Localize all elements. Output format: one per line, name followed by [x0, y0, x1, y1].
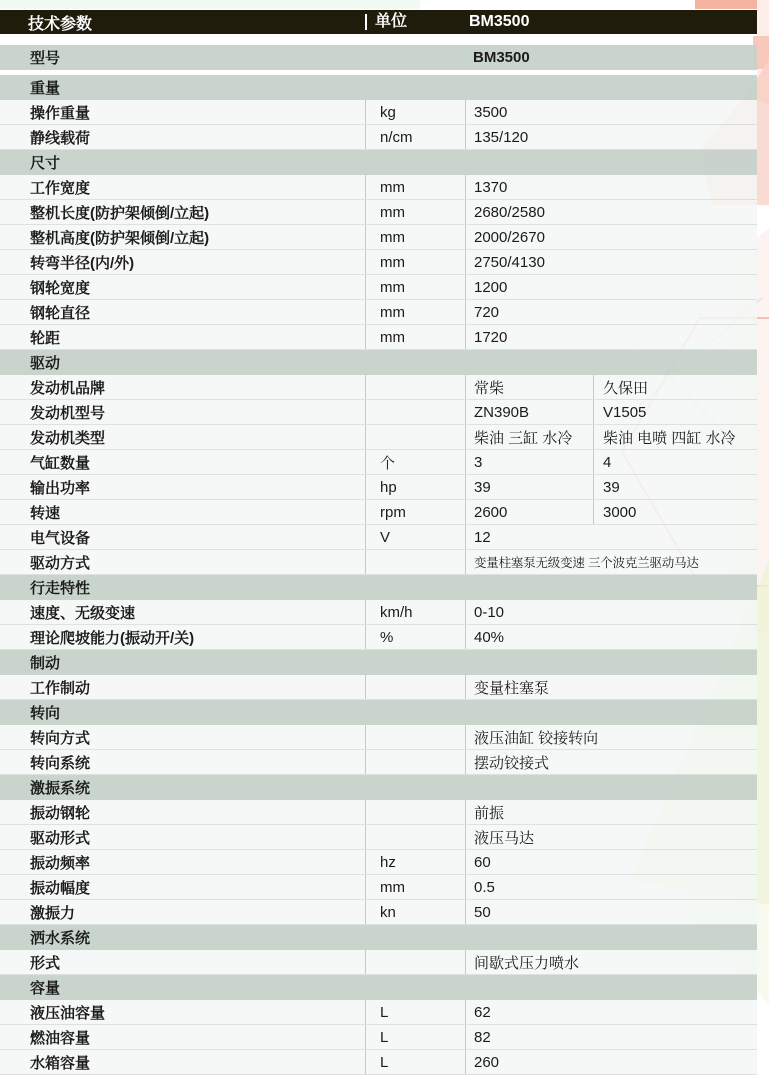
header-model-label: BM3500 — [469, 13, 530, 30]
table-row — [0, 400, 757, 425]
section-row — [0, 700, 757, 725]
table-row — [0, 425, 757, 450]
param-value: 50 — [465, 900, 757, 924]
param-value: BM3500 — [473, 49, 530, 66]
param-value: 12 — [465, 525, 757, 549]
param-label: 整机长度(防护架倾倒/立起) — [30, 204, 210, 222]
param-unit: mm — [365, 275, 465, 299]
param-label: 静线载荷 — [30, 129, 91, 147]
table-row — [0, 600, 757, 625]
section-row — [0, 925, 757, 950]
table-row — [0, 850, 757, 875]
param-unit — [365, 550, 465, 574]
table-row — [0, 250, 757, 275]
param-label: 电气设备 — [30, 529, 91, 547]
param-label: 整机高度(防护架倾倒/立起) — [30, 229, 210, 247]
param-value: 1200 — [465, 275, 757, 299]
param-unit: km/h — [365, 600, 465, 624]
param-value: 720 — [465, 300, 757, 324]
param-value: 3 — [465, 450, 593, 474]
table-row — [0, 875, 757, 900]
param-value-2: 柴油 电喷 四缸 水冷 — [593, 425, 757, 449]
param-label: 转弯半径(内/外) — [30, 254, 135, 272]
param-label: 振动钢轮 — [30, 804, 91, 822]
section-label: 容量 — [30, 980, 61, 997]
table-row — [0, 175, 757, 200]
section-label: 转向 — [30, 705, 61, 722]
param-value: 260 — [465, 1050, 757, 1074]
table-body — [0, 45, 757, 1075]
param-unit: L — [365, 1050, 465, 1074]
param-unit: n/cm — [365, 125, 465, 149]
param-label: 液压油容量 — [30, 1004, 106, 1022]
param-label: 激振力 — [30, 904, 76, 922]
table-row — [0, 275, 757, 300]
param-value: 常柴 — [465, 375, 593, 399]
param-value: 62 — [465, 1000, 757, 1024]
param-label: 发动机型号 — [30, 404, 106, 422]
section-label: 驱动 — [30, 355, 61, 372]
param-unit: V — [365, 525, 465, 549]
section-row — [0, 75, 757, 100]
table-row — [0, 550, 757, 575]
param-unit — [365, 825, 465, 849]
table-row — [0, 325, 757, 350]
table-row — [0, 475, 757, 500]
section-label: 激振系统 — [30, 780, 91, 797]
section-row — [0, 150, 757, 175]
table-row — [0, 725, 757, 750]
table-row — [0, 525, 757, 550]
param-value: 前振 — [465, 800, 757, 824]
table-row — [0, 1000, 757, 1025]
param-unit — [365, 400, 465, 424]
param-label: 驱动方式 — [30, 554, 91, 572]
param-value: 变量柱塞泵无级变速 三个波克兰驱动马达 — [465, 550, 757, 574]
param-label: 型号 — [30, 50, 61, 67]
section-label: 重量 — [30, 80, 61, 97]
param-value: 0-10 — [465, 600, 757, 624]
param-value: 40% — [465, 625, 757, 649]
param-value: 2000/2670 — [465, 225, 757, 249]
param-label: 振动幅度 — [30, 879, 91, 897]
table-row — [0, 300, 757, 325]
param-value-2: 4 — [593, 450, 757, 474]
param-unit — [365, 950, 465, 974]
param-unit: mm — [365, 325, 465, 349]
param-unit: mm — [365, 225, 465, 249]
param-value: 摆动铰接式 — [465, 750, 757, 774]
param-value: 1370 — [465, 175, 757, 199]
param-label: 钢轮直径 — [30, 304, 91, 322]
section-label: 尺寸 — [30, 155, 61, 172]
table-row — [0, 500, 757, 525]
table-row — [0, 200, 757, 225]
param-label: 发动机品牌 — [30, 379, 106, 397]
section-row — [0, 350, 757, 375]
header-title: 技术参数 — [28, 15, 93, 33]
section-label: 行走特性 — [30, 580, 91, 597]
param-label: 工作宽度 — [30, 179, 91, 197]
table-row — [0, 950, 757, 975]
param-label: 速度、无级变速 — [30, 604, 136, 622]
param-label: 轮距 — [30, 329, 61, 347]
param-value-2: V1505 — [593, 400, 757, 424]
table-row — [0, 100, 757, 125]
param-unit: hz — [365, 850, 465, 874]
param-value: 变量柱塞泵 — [465, 675, 757, 699]
param-value: 3500 — [465, 100, 757, 124]
param-unit: mm — [365, 175, 465, 199]
section-row — [0, 650, 757, 675]
param-value-2: 3000 — [593, 500, 757, 524]
param-label: 气缸数量 — [30, 454, 91, 472]
param-unit — [365, 675, 465, 699]
table-row — [0, 1025, 757, 1050]
param-label: 输出功率 — [30, 479, 91, 497]
param-unit: kn — [365, 900, 465, 924]
param-unit: mm — [365, 200, 465, 224]
param-label: 发动机类型 — [30, 429, 106, 447]
param-value: ZN390B — [465, 400, 593, 424]
param-unit — [365, 750, 465, 774]
section-label: 洒水系统 — [30, 930, 91, 947]
param-value: 2750/4130 — [465, 250, 757, 274]
section-label: 制动 — [30, 655, 61, 672]
param-value: 39 — [465, 475, 593, 499]
table-row — [0, 625, 757, 650]
param-value: 2680/2580 — [465, 200, 757, 224]
table-row — [0, 675, 757, 700]
table-row — [0, 900, 757, 925]
param-unit — [365, 425, 465, 449]
table-row — [0, 225, 757, 250]
param-unit — [365, 725, 465, 749]
param-value: 135/120 — [465, 125, 757, 149]
param-unit: rpm — [365, 500, 465, 524]
param-value: 60 — [465, 850, 757, 874]
param-unit: hp — [365, 475, 465, 499]
param-unit — [365, 800, 465, 824]
table-row — [0, 750, 757, 775]
param-value: 柴油 三缸 水冷 — [465, 425, 593, 449]
param-value: 液压马达 — [465, 825, 757, 849]
param-value: 间歇式压力喷水 — [465, 950, 757, 974]
param-label: 振动频率 — [30, 854, 91, 872]
param-label: 钢轮宽度 — [30, 279, 91, 297]
unit-spacer — [365, 45, 465, 70]
param-value-2: 39 — [593, 475, 757, 499]
param-value: 82 — [465, 1025, 757, 1049]
table-row — [0, 125, 757, 150]
param-value-2: 久保田 — [593, 375, 757, 399]
section-row — [0, 975, 757, 1000]
param-label: 转向系统 — [30, 754, 91, 772]
header-unit-label: 单位 — [365, 14, 465, 30]
param-value: 1720 — [465, 325, 757, 349]
table-row — [0, 375, 757, 400]
param-unit: 个 — [365, 450, 465, 474]
param-unit: kg — [365, 100, 465, 124]
param-label: 燃油容量 — [30, 1029, 91, 1047]
section-row — [0, 575, 757, 600]
param-unit: L — [365, 1025, 465, 1049]
param-unit — [365, 375, 465, 399]
param-label: 驱动形式 — [30, 829, 91, 847]
param-unit: L — [365, 1000, 465, 1024]
param-label: 转向方式 — [30, 729, 91, 747]
param-value: 2600 — [465, 500, 593, 524]
param-label: 水箱容量 — [30, 1054, 91, 1072]
table-row — [0, 1050, 757, 1075]
param-label: 转速 — [30, 504, 61, 522]
param-label: 理论爬坡能力(振动开/关) — [30, 629, 195, 647]
table-header — [0, 10, 757, 34]
param-unit: mm — [365, 250, 465, 274]
table-row — [0, 450, 757, 475]
param-unit: % — [365, 625, 465, 649]
param-unit: mm — [365, 300, 465, 324]
section-row — [0, 775, 757, 800]
param-unit: mm — [365, 875, 465, 899]
param-label: 工作制动 — [30, 679, 91, 697]
spec-table — [0, 10, 757, 1075]
param-label: 操作重量 — [30, 104, 91, 122]
param-value: 液压油缸 铰接转向 — [465, 725, 757, 749]
model-row — [0, 45, 757, 70]
table-row — [0, 800, 757, 825]
table-row — [0, 825, 757, 850]
param-value: 0.5 — [465, 875, 757, 899]
param-label: 形式 — [30, 954, 61, 972]
